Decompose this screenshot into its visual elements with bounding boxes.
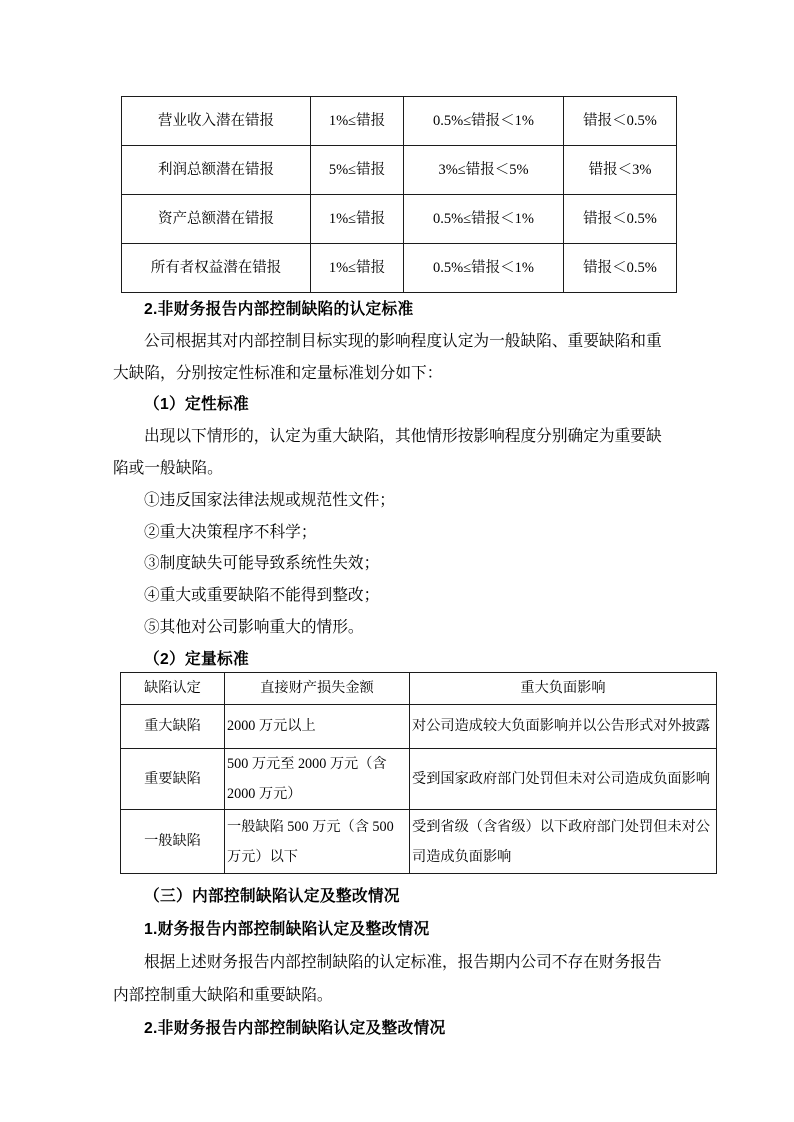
table-cell: 资产总额潜在错报 bbox=[122, 195, 311, 244]
table-cell: 错报＜0.5% bbox=[564, 244, 677, 293]
paragraph-line: 公司根据其对内部控制目标实现的影响程度认定为一般缺陷、重要缺陷和重 bbox=[144, 332, 662, 350]
table-cell: 1%≤错报 bbox=[311, 195, 404, 244]
table-row bbox=[122, 97, 677, 146]
table-cell: 受到国家政府部门处罚但未对公司造成负面影响 bbox=[410, 749, 717, 810]
table-cell: 对公司造成较大负面影响并以公告形式对外披露 bbox=[410, 705, 717, 749]
table-cell: 3%≤错报＜5% bbox=[404, 146, 564, 195]
list-item: ④重大或重要缺陷不能得到整改； bbox=[144, 587, 380, 605]
table-cell: 所有者权益潜在错报 bbox=[122, 244, 311, 293]
table-cell: 0.5%≤错报＜1% bbox=[404, 97, 564, 146]
quantitative-heading: （2）定量标准 bbox=[144, 650, 249, 668]
list-item: ⑤其他对公司影响重大的情形。 bbox=[144, 618, 364, 636]
table-row bbox=[122, 244, 677, 293]
column-header: 重大负面影响 bbox=[410, 673, 717, 705]
qualitative-heading: （1）定性标准 bbox=[144, 396, 249, 414]
subsection-heading: 1.财务报告内部控制缺陷认定及整改情况 bbox=[144, 921, 430, 938]
table-cell: 利润总额潜在错报 bbox=[122, 146, 311, 195]
table-cell: 受到省级（含省级）以下政府部门处罚但未对公司造成负面影响 bbox=[410, 810, 717, 874]
table-header-row bbox=[121, 673, 717, 705]
section-heading: （三）内部控制缺陷认定及整改情况 bbox=[144, 888, 400, 905]
misstatement-threshold-table bbox=[121, 96, 677, 293]
table-cell: 错报＜0.5% bbox=[564, 195, 677, 244]
paragraph-line: 内部控制重大缺陷和重要缺陷。 bbox=[113, 987, 333, 1004]
table-cell: 错报＜0.5% bbox=[564, 97, 677, 146]
rectification-section bbox=[113, 880, 689, 1045]
table-row bbox=[122, 146, 677, 195]
table-cell: 重大缺陷 bbox=[121, 705, 225, 749]
quantitative-criteria-table bbox=[120, 672, 717, 874]
list-item: ③制度缺失可能导致系统性失效； bbox=[144, 555, 380, 573]
list-item: ①违反国家法律法规或规范性文件； bbox=[144, 491, 395, 509]
paragraph-line: 陷或一般缺陷。 bbox=[113, 459, 223, 477]
column-header: 缺陷认定 bbox=[121, 673, 225, 705]
table-cell: 500 万元至 2000 万元（含 2000 万元） bbox=[225, 749, 410, 810]
table-cell: 一般缺陷 500 万元（含 500 万元）以下 bbox=[225, 810, 410, 874]
table-row bbox=[122, 195, 677, 244]
table-cell: 营业收入潜在错报 bbox=[122, 97, 311, 146]
table-cell: 错报＜3% bbox=[564, 146, 677, 195]
table-cell: 一般缺陷 bbox=[121, 810, 225, 874]
table-row bbox=[121, 749, 717, 810]
table-cell: 0.5%≤错报＜1% bbox=[404, 195, 564, 244]
paragraph-line: 出现以下情形的，认定为重大缺陷，其他情形按影响程度分别确定为重要缺 bbox=[144, 428, 662, 446]
section-heading: 2.非财务报告内部控制缺陷的认定标准 bbox=[144, 301, 414, 318]
table-row bbox=[121, 705, 717, 749]
paragraph-line: 大缺陷，分别按定性标准和定量标准划分如下： bbox=[113, 364, 443, 382]
table-cell: 0.5%≤错报＜1% bbox=[404, 244, 564, 293]
table-cell: 2000 万元以上 bbox=[225, 705, 410, 749]
non-financial-criteria-section bbox=[113, 294, 689, 676]
table-cell: 5%≤错报 bbox=[311, 146, 404, 195]
column-header: 直接财产损失金额 bbox=[225, 673, 410, 705]
list-item: ②重大决策程序不科学； bbox=[144, 523, 317, 541]
table-cell: 1%≤错报 bbox=[311, 97, 404, 146]
table-row bbox=[121, 810, 717, 874]
subsection-heading: 2.非财务报告内部控制缺陷认定及整改情况 bbox=[144, 1020, 446, 1037]
table-cell: 重要缺陷 bbox=[121, 749, 225, 810]
paragraph-line: 根据上述财务报告内部控制缺陷的认定标准，报告期内公司不存在财务报告 bbox=[144, 954, 662, 971]
table-cell: 1%≤错报 bbox=[311, 244, 404, 293]
